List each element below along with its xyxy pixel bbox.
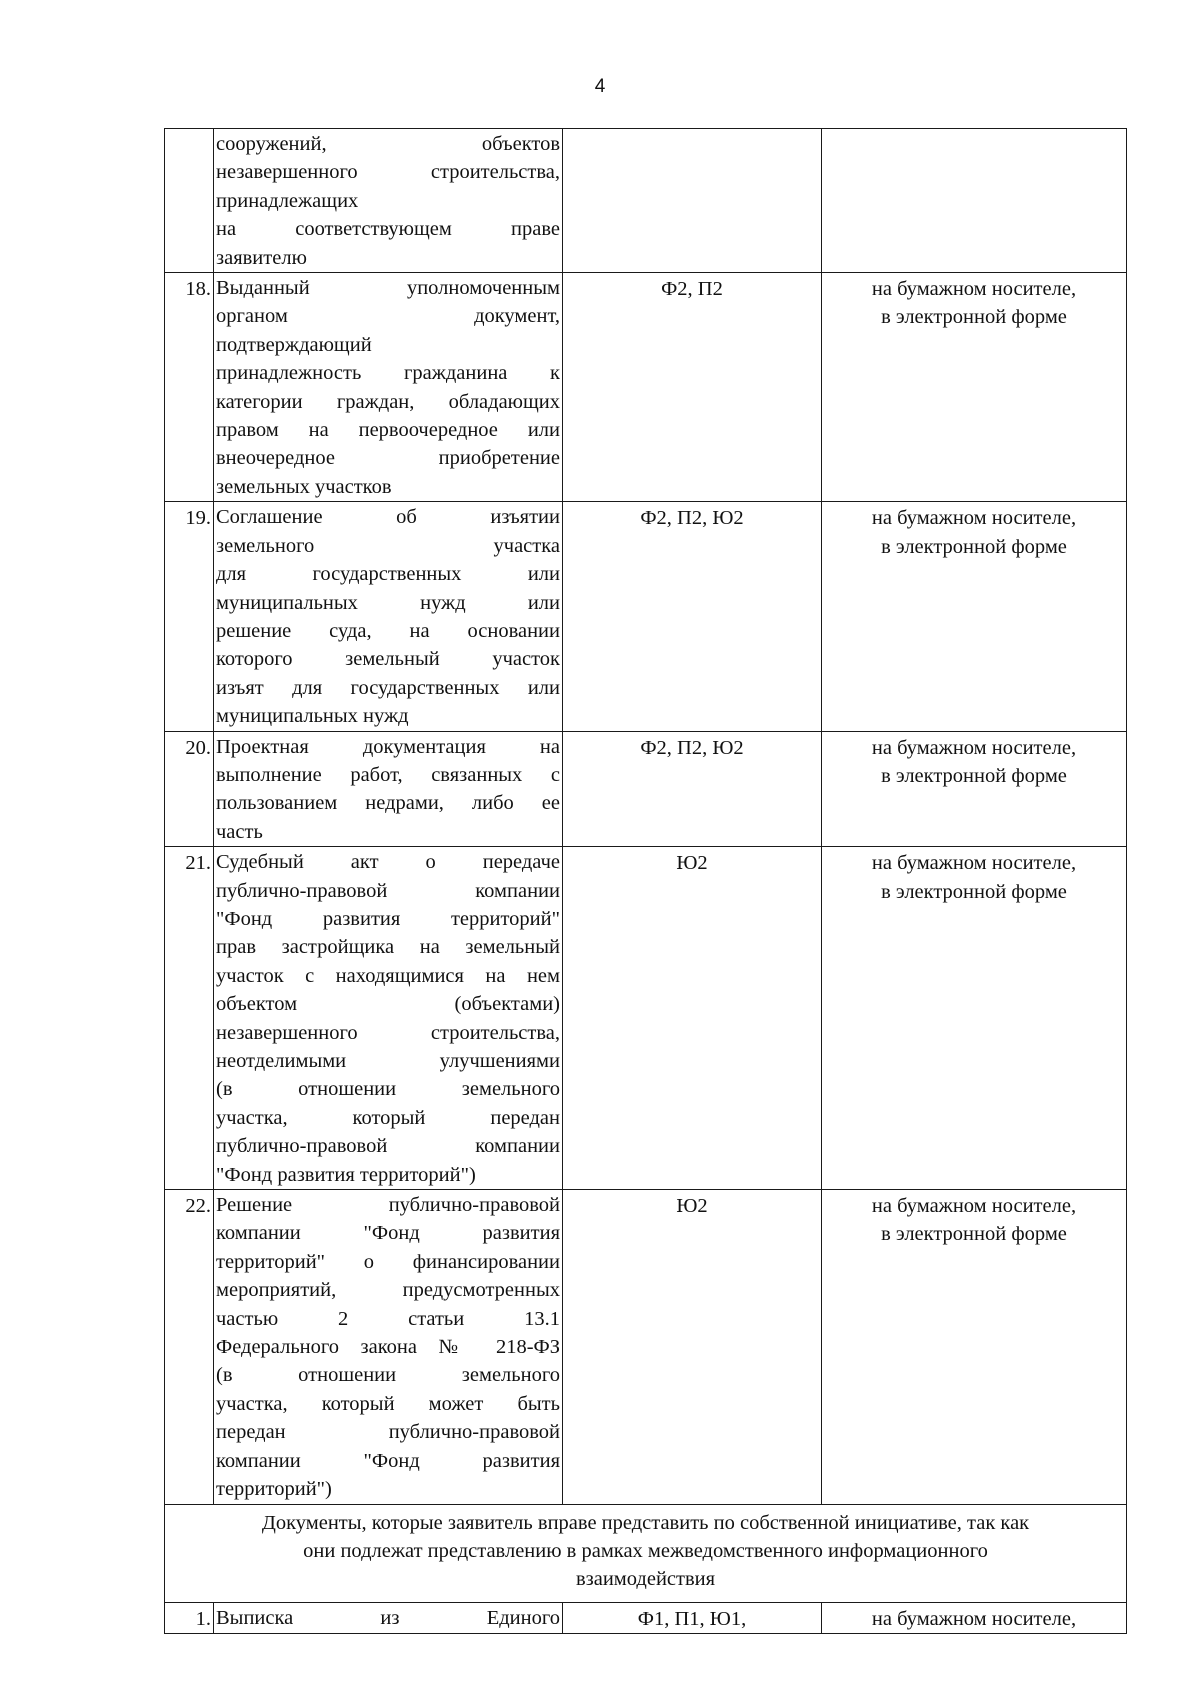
document-name-line: часть — [216, 820, 263, 843]
row-number: 21. — [165, 847, 214, 1190]
document-name-line: "Фонд развития территорий" — [216, 907, 560, 930]
submission-form-line: в электронной форме — [881, 1223, 1067, 1246]
submission-form — [822, 847, 1127, 1190]
section-header-line: Документы, которые заявитель вправе представить по собственной инициативе, так как — [261, 1511, 1030, 1534]
document-name-line: мероприятий, предусмотренных — [216, 1279, 560, 1302]
applicant-category: Ю2 — [563, 847, 822, 1190]
document-name-line: которого земельный участок — [216, 648, 560, 671]
page-number: 4 — [594, 76, 606, 97]
document-name — [214, 273, 563, 502]
submission-form — [822, 273, 1127, 502]
document-name-line: муниципальных нужд — [216, 705, 409, 728]
table-row — [165, 129, 1127, 273]
document-name-line: (в отношении земельного — [216, 1078, 560, 1101]
document-name-line: земельных участков — [216, 475, 392, 498]
document-name-line: органом документ, — [216, 305, 560, 328]
documents-table — [164, 128, 1127, 1634]
document-name-line: Выписка из Единого — [216, 1606, 560, 1629]
submission-form-line: на бумажном носителе, — [871, 1607, 1077, 1630]
applicant-category: Ф2, П2 — [563, 273, 822, 502]
document-name-line: принадлежность гражданина к — [216, 362, 560, 385]
document-name-line: участок с находящимися на нем — [216, 964, 560, 987]
document-name-line: передан публично-правовой — [216, 1421, 560, 1444]
submission-form-line: на бумажном носителе, — [871, 278, 1077, 301]
document-name-line: выполнение работ, связанных с — [216, 763, 560, 786]
document-name-line: категории граждан, обладающих — [216, 390, 560, 413]
document-name-line: прав застройщика на земельный — [216, 936, 560, 959]
document-name-line: принадлежащих — [216, 189, 359, 212]
document-name-line: компании "Фонд развития — [216, 1222, 560, 1245]
document-name — [214, 1602, 563, 1633]
document-name-line: сооружений, объектов — [216, 133, 560, 155]
document-name — [214, 129, 563, 273]
document-name-line: объектом (объектами) — [216, 993, 560, 1016]
document-name-line: незавершенного строительства, — [216, 161, 560, 184]
submission-form — [822, 1602, 1127, 1633]
document-name-line: участка, который передан — [216, 1106, 560, 1129]
document-name-line: Выданный уполномоченным — [216, 277, 560, 300]
document-name-line: территорий" о финансировании — [216, 1250, 560, 1273]
submission-form-line: в электронной форме — [881, 880, 1067, 903]
table-row — [165, 1602, 1127, 1633]
section-header — [165, 1504, 1127, 1602]
document-name-line: (в отношении земельного — [216, 1364, 560, 1387]
submission-form — [822, 1190, 1127, 1504]
table-row — [165, 731, 1127, 847]
document-name-line: публично-правовой компании — [216, 1135, 560, 1158]
document-name-line: частью 2 статьи 13.1 — [216, 1307, 560, 1330]
document-name-line: неотделимыми улучшениями — [216, 1050, 560, 1072]
document-name-line: изъят для государственных или — [216, 676, 560, 699]
document-name-line: публично-правовой компании — [216, 879, 560, 902]
document-name-line: подтверждающий — [216, 333, 372, 356]
document-name-line: муниципальных нужд или — [216, 591, 560, 614]
submission-form-line: в электронной форме — [881, 535, 1067, 558]
document-name-line: Проектная документация на — [216, 735, 560, 758]
document-name-line: пользованием недрами, либо ее — [216, 792, 560, 815]
submission-form — [822, 129, 1127, 273]
document-name-line: Соглашение об изъятии — [216, 506, 560, 529]
table-row — [165, 847, 1127, 1190]
row-number: 19. — [165, 502, 214, 731]
document-name-line: Судебный акт о передаче — [216, 851, 560, 874]
section-header-row — [165, 1504, 1127, 1602]
row-number — [165, 129, 214, 273]
row-number: 1. — [165, 1602, 214, 1633]
applicant-category: Ф2, П2, Ю2 — [563, 731, 822, 847]
applicant-category — [563, 129, 822, 273]
document-name-line: заявителю — [216, 246, 307, 269]
submission-form-line: в электронной форме — [881, 306, 1067, 329]
section-header-line: они подлежат представлению в рамках межведомственного информационного — [303, 1539, 988, 1562]
document-name — [214, 1190, 563, 1504]
row-number: 22. — [165, 1190, 214, 1504]
section-header-line: взаимодействия — [575, 1568, 716, 1591]
submission-form-line: в электронной форме — [881, 764, 1067, 787]
row-number: 20. — [165, 731, 214, 847]
table-row — [165, 502, 1127, 731]
document-name-line: участка, который может быть — [216, 1392, 560, 1415]
applicant-category: Ф1, П1, Ю1, — [563, 1602, 822, 1633]
documents-table-body — [165, 129, 1127, 1634]
document-name-line: "Фонд развития территорий") — [216, 1163, 476, 1186]
document-name-line: для государственных или — [216, 563, 560, 586]
document-name — [214, 731, 563, 847]
document-name-line: Решение публично-правовой — [216, 1194, 560, 1217]
applicant-category: Ю2 — [563, 1190, 822, 1504]
submission-form-line: на бумажном носителе, — [871, 852, 1077, 875]
applicant-category: Ф2, П2, Ю2 — [563, 502, 822, 731]
table-row — [165, 273, 1127, 502]
document-name-line: на соответствующем праве — [216, 218, 560, 241]
document-name-line: решение суда, на основании — [216, 619, 560, 642]
document-name-line: Федерального закона № 218-ФЗ — [216, 1336, 560, 1359]
document-name-line: незавершенного строительства, — [216, 1021, 560, 1044]
submission-form-line: на бумажном носителе, — [871, 507, 1077, 530]
table-row — [165, 1190, 1127, 1504]
submission-form-line: на бумажном носителе, — [871, 736, 1077, 759]
submission-form-line: на бумажном носителе, — [871, 1195, 1077, 1218]
document-name-line: земельного участка — [216, 534, 560, 557]
document-name — [214, 502, 563, 731]
document-name — [214, 847, 563, 1190]
document-name-line: правом на первоочередное или — [216, 419, 560, 442]
document-name-line: компании "Фонд развития — [216, 1449, 560, 1472]
document-name-line: внеочередное приобретение — [216, 447, 560, 470]
submission-form — [822, 731, 1127, 847]
row-number: 18. — [165, 273, 214, 502]
submission-form — [822, 502, 1127, 731]
document-name-line: территорий") — [216, 1478, 332, 1501]
